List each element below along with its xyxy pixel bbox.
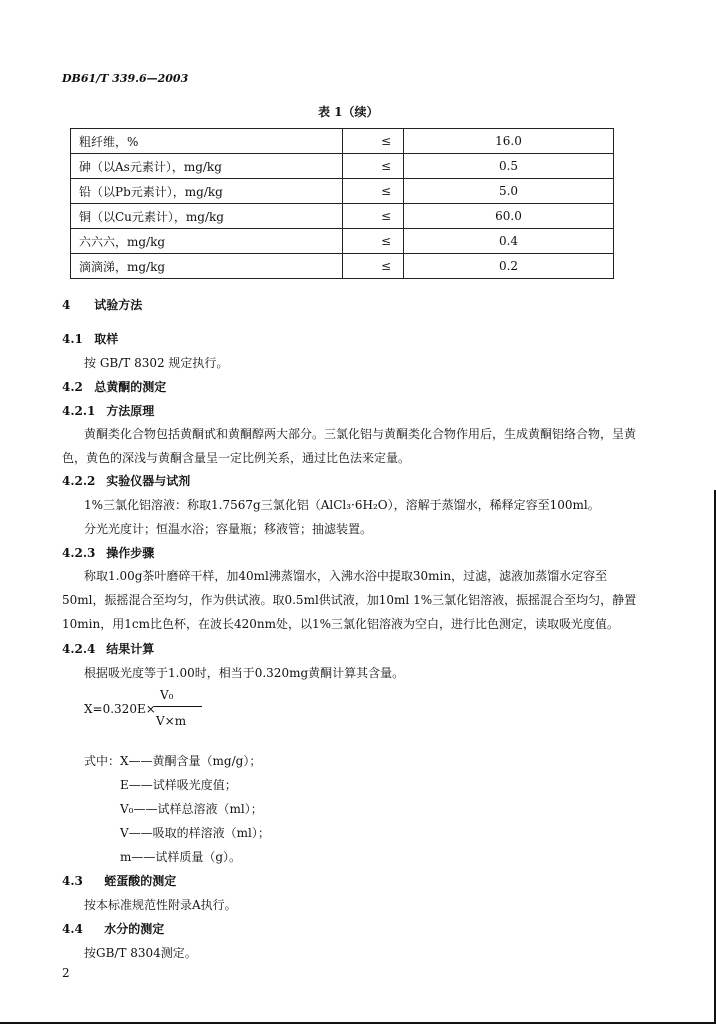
paragraph: 根据吸光度等于1.00时，相当于0.320mg黄酮计算其含量。 [84, 666, 405, 680]
table-cell-op: ≤ [343, 254, 404, 279]
definition-line: E——试样吸光度值； [120, 778, 237, 792]
section-number: 4.2.4 [62, 642, 96, 656]
section-heading-4 [62, 296, 142, 313]
table-cell-item: 砷（以As元素计），mg/kg [71, 154, 343, 179]
fraction-bar [154, 706, 202, 707]
table-row [71, 204, 614, 229]
definition-line: V₀——试样总溶液（ml）； [120, 802, 263, 816]
section-title: 试验方法 [94, 298, 143, 312]
section-title: 蛭蛋酸的测定 [104, 874, 177, 888]
section-title: 结果计算 [106, 642, 155, 656]
table-cell-value: 60.0 [404, 204, 614, 229]
definition-line: V——吸取的样溶液（ml）； [120, 826, 270, 840]
section-number: 4.2.1 [62, 404, 96, 418]
table-cell-op: ≤ [343, 204, 404, 229]
paragraph: 黄酮类化合物包括黄酮甙和黄酮醇两大部分。三氯化铝与黄酮类化合物作用后，生成黄酮铝络合物，呈黄色，黄色的深浅与黄酮含量呈一定比例关系，通过比色法来定量。 [62, 427, 637, 465]
section-heading-4-1 [62, 330, 118, 347]
section-title: 水分的测定 [104, 922, 165, 936]
section-number: 4.2.3 [62, 546, 96, 560]
paragraph: 按GB/T 8304测定。 [84, 946, 197, 960]
paragraph: 1%三氯化铝溶液：称取1.7567g三氯化铝（AlCl₃·6H₂O），溶解于蒸馏水，稀释定容至100ml。 [84, 498, 600, 512]
table-row [71, 179, 614, 204]
section-heading-4-2-2 [62, 472, 190, 489]
section-heading-4-4 [62, 920, 164, 937]
table-cell-op: ≤ [343, 229, 404, 254]
section-number: 4.1 [62, 332, 83, 346]
definition-line: m——试样质量（g）。 [120, 850, 242, 864]
section-title: 操作步骤 [106, 546, 155, 560]
paragraph: 称取1.00g茶叶磨碎干样，加40ml沸蒸馏水，入沸水浴中提取30min，过滤，滤液加蒸馏水定容至50ml，振摇混合至均匀，作为供试液。取0.5ml供试液，加10ml 1%三氯化铝溶液，振摇混合至均匀，静置10min，用1cm比色杯，在波长420nm处，以1%三氯化铝溶液为空白，进行比色测定，读取吸光度值。 [62, 569, 637, 631]
table-cell-item: 六六六，mg/kg [71, 229, 343, 254]
formula-numerator: V₀ [160, 688, 174, 702]
paragraph: 按 GB/T 8302 规定执行。 [84, 356, 229, 370]
table-cell-item: 滴滴涕，mg/kg [71, 254, 343, 279]
table-cell-value: 0.5 [404, 154, 614, 179]
table-cell-value: 5.0 [404, 179, 614, 204]
table-row [71, 154, 614, 179]
section-heading-4-2-1 [62, 402, 154, 419]
section-heading-4-2 [62, 378, 166, 395]
section-title: 实验仪器与试剂 [106, 474, 191, 488]
section-heading-4-2-3 [62, 544, 154, 561]
section-number: 4.2.2 [62, 474, 96, 488]
where-label: 式中： [84, 754, 121, 768]
section-number: 4.3 [62, 874, 83, 888]
limits-table [70, 128, 614, 279]
section-number: 4.2 [62, 380, 83, 394]
table-row [71, 229, 614, 254]
section-number: 4.4 [62, 922, 83, 936]
standard-code: DB61/T 339.6—2003 [62, 72, 189, 85]
table-row [71, 254, 614, 279]
table-cell-item: 铜（以Cu元素计），mg/kg [71, 204, 343, 229]
table-cell-op: ≤ [343, 129, 404, 154]
table-cell-op: ≤ [343, 179, 404, 204]
definition-line: X——黄酮含量（mg/g）； [120, 754, 262, 768]
formula-lhs: X=0.320E× [84, 702, 156, 716]
table-cell-item: 铅（以Pb元素计），mg/kg [71, 179, 343, 204]
section-number: 4 [62, 298, 71, 312]
table-cell-value: 0.2 [404, 254, 614, 279]
table-cell-item: 粗纤维，% [71, 129, 343, 154]
paragraph: 分光光度计；恒温水浴；容量瓶；移液管；抽滤装置。 [84, 522, 373, 536]
table-cell-value: 0.4 [404, 229, 614, 254]
table-title: 表 1（续） [318, 105, 379, 119]
paragraph: 按本标准规范性附录A执行。 [84, 898, 237, 912]
page-number: 2 [62, 966, 70, 980]
table-row [71, 129, 614, 154]
table-cell-op: ≤ [343, 154, 404, 179]
table-cell-value: 16.0 [404, 129, 614, 154]
section-title: 总黄酮的测定 [94, 380, 167, 394]
section-title: 方法原理 [106, 404, 155, 418]
section-heading-4-2-4 [62, 640, 154, 657]
section-title: 取样 [94, 332, 119, 346]
section-heading-4-3 [62, 872, 176, 889]
formula-denominator: V×m [156, 714, 187, 728]
